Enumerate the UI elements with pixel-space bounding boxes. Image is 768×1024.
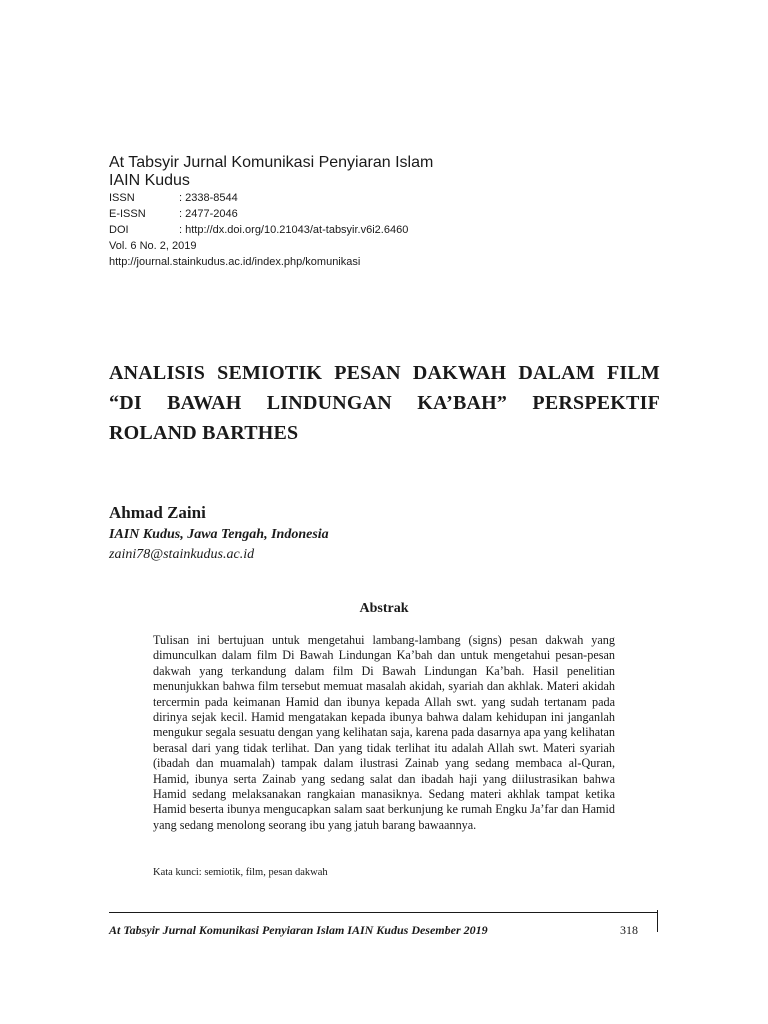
author-affiliation: IAIN Kudus, Jawa Tengah, Indonesia (109, 527, 329, 542)
abstract-heading: Abstrak (359, 601, 409, 616)
article-title: ANALISIS SEMIOTIK PESAN DAKWAH DALAM FILM “DI BAWAH LINDUNGAN KA’BAH” PERSPEKTIF ROLAND BARTHES (109, 362, 660, 444)
footer-journal-line: At Tabsyir Jurnal Komunikasi Penyiaran Islam IAIN Kudus Desember 2019 (109, 923, 488, 937)
journal-institution: IAIN Kudus (109, 172, 190, 189)
eissn-label: E-ISSN (109, 208, 146, 220)
author-block (109, 501, 329, 565)
author-email[interactable]: zaini78@stainkudus.ac.id (109, 547, 255, 562)
keywords: Kata kunci: semiotik, film, pesan dakwah (153, 867, 328, 878)
journal-title: At Tabsyir Jurnal Komunikasi Penyiaran Islam (109, 154, 434, 171)
footer-tick-mark (657, 910, 658, 932)
volume-info: Vol. 6 No. 2, 2019 (109, 240, 197, 252)
doi-value[interactable]: : http://dx.doi.org/10.21043/at-tabsyir.v6i2.6460 (179, 224, 409, 236)
author-name: Ahmad Zaini (109, 503, 206, 522)
eissn-row (109, 206, 433, 222)
footer-divider (109, 912, 657, 913)
issn-row (109, 190, 433, 206)
abstract-body: Tulisan ini bertujuan untuk mengetahui lambang-lambang (signs) pesan dakwah yang dimunculkan dalam film Di Bawah Lindungan Ka’bah dan untuk mengetahui pesan-pesan dakwah yang terkandung dalam film Di Bawah Lindungan Ka’bah. Hasil penelitian menunjukkan bahwa film tersebut memuat masalah akidah, syariah dan akhlak. Materi akidah tercermin pada keimanan Hamid dan ibunya kepada Allah swt. yang sudah tertanam pada dirinya sejak kecil. Hamid mengatakan kepada ibunya bahwa dalam kehidupan ini janganlah mengukur segala sesuatu dengan yang kelihatan saja, karena pada dasarnya apa yang kelihatan berasal dari yang tidak terlihat. Dan yang tidak terlihat itu adalah Allah swt. Materi syariah (ibadah dan muamalah) tampak dalam ilustrasi Zainab yang sedang membaca al-Quran, Hamid, ibunya serta Zainab yang sedang salat dan ibadah haji yang diilustrasikan bahwa Hamid sedang melaksanakan rangkaian manasiknya. Sedang materi akhlak tampat ketika Hamid beserta ibunya mengucapkan salam saat berkunjung ke rumah Engku Ja’far dan Hamid yang sedang menolong seorang ibu yang jatuh barang bawaannya. (153, 633, 615, 832)
eissn-value: : 2477-2046 (179, 208, 238, 220)
issn-value: : 2338-8544 (179, 192, 238, 204)
page-number: 318 (620, 923, 638, 937)
doi-row (109, 222, 433, 238)
issn-label: ISSN (109, 192, 135, 204)
journal-url[interactable]: http://journal.stainkudus.ac.id/index.php/komunikasi (109, 256, 361, 268)
doi-label: DOI (109, 224, 129, 236)
journal-header (109, 154, 433, 270)
